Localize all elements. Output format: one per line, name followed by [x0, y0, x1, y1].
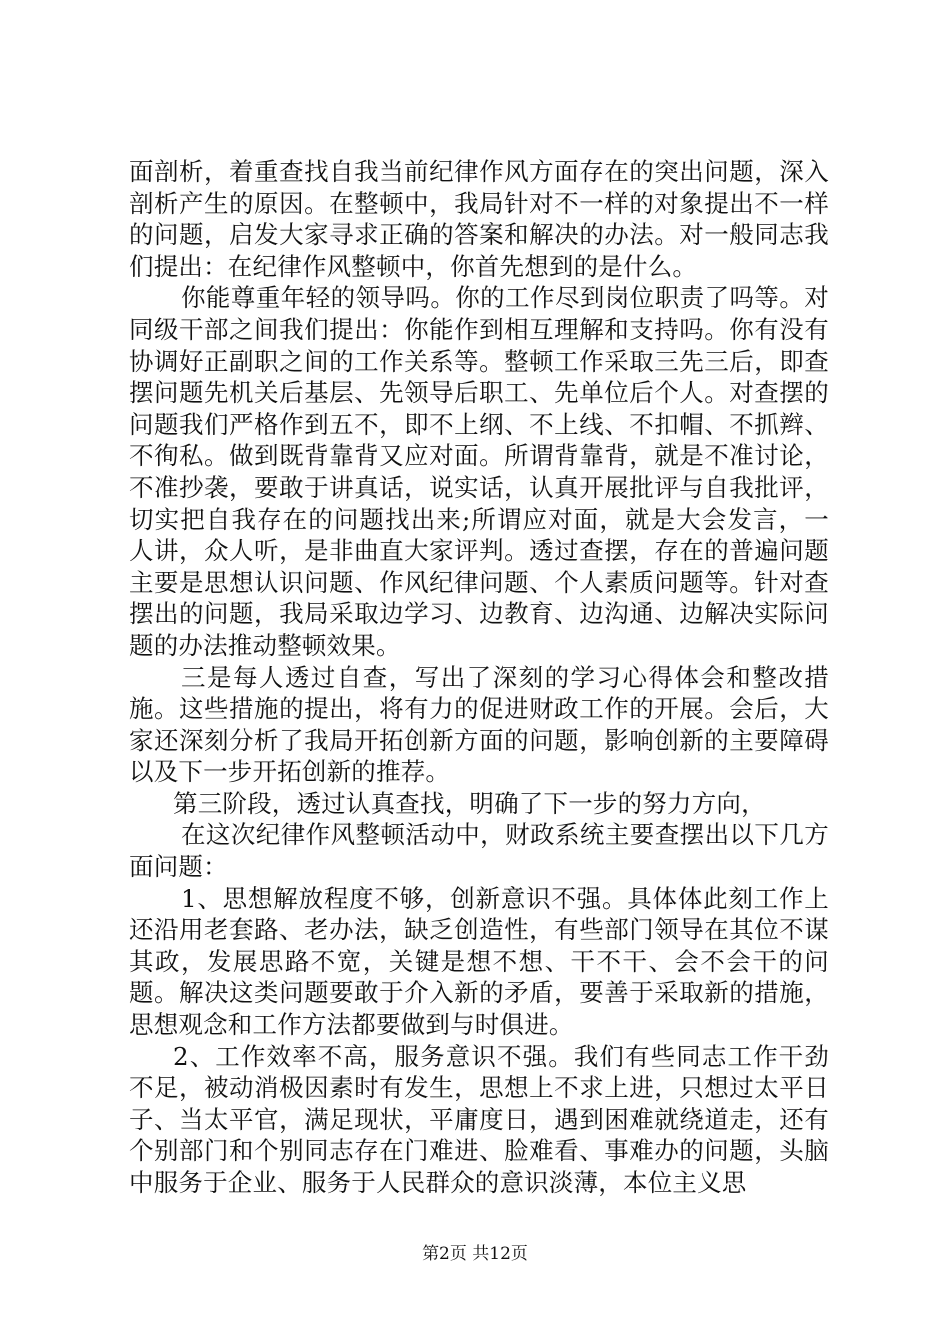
paragraph-5: 在这次纪律作风整顿活动中，财政系统主要查摆出以下几方面问题： [129, 820, 829, 882]
paragraph-7: 2、工作效率不高，服务意识不强。我们有些同志工作干劲不足，被动消极因素时有发生，思想上不求上进，只想过太平日子、当太平官，满足现状，平庸度日，遇到困难就绕道走，还有个别部门和个别同志存在门难进、脸难看、事难办的问题，头脑中服务于企业、服务于人民群众的意识淡薄，本位主义思 [129, 1041, 829, 1197]
paragraph-3: 三是每人透过自查，写出了深刻的学习心得体会和整改措施。这些措施的提出，将有力的促进财政工作的开展。会后，大家还深刻分析了我局开拓创新方面的问题，影响创新的主要障碍以及下一步开拓创新的推荐。 [129, 662, 829, 787]
page-number-footer: 第2页 共12页 [422, 1244, 528, 1264]
paragraph-4: 第三阶段，透过认真查找，明确了下一步的努力方向， [173, 788, 766, 818]
paragraph-2: 你能尊重年轻的领导吗。你的工作尽到岗位职责了吗等。对同级干部之间我们提出：你能作到相互理解和支持吗。你有没有协调好正副职之间的工作关系等。整顿工作采取三先三后，即查摆问题先机关后基层、先领导后职工、先单位后个人。对查摆的问题我们严格作到五不，即不上纲、不上线、不扣帽、不抓辫、不徇私。做到既背靠背又应对面。所谓背靠背，就是不准讨论，不准抄袭，要敢于讲真话，说实话，认真开展批评与自我批评，切实把自我存在的问题找出来;所谓应对面，就是大会发言，一人讲，众人听，是非曲直大家评判。透过查摆，存在的普遍问题主要是思想认识问题、作风纪律问题、个人素质问题等。针对查摆出的问题，我局采取边学习、边教育、边沟通、边解决实际问题的办法推动整顿效果。 [129, 283, 829, 660]
paragraph-6: 1、思想解放程度不够，创新意识不强。具体体此刻工作上还沿用老套路、老办法，缺乏创造性，有些部门领导在其位不谋其政，发展思路不宽，关键是想不想、干不干、会不会干的问题。解决这类问题要敢于介入新的矛盾，要善于采取新的措施，思想观念和工作方法都要做到与时俱进。 [129, 883, 829, 1040]
paragraph-1: 面剖析，着重查找自我当前纪律作风方面存在的突出问题，深入剖析产生的原因。在整顿中，我局针对不一样的对象提出不一样的问题，启发大家寻求正确的答案和解决的办法。对一般同志我们提出：在纪律作风整顿中，你首先想到的是什么。 [129, 157, 829, 281]
document-body [129, 156, 829, 1199]
